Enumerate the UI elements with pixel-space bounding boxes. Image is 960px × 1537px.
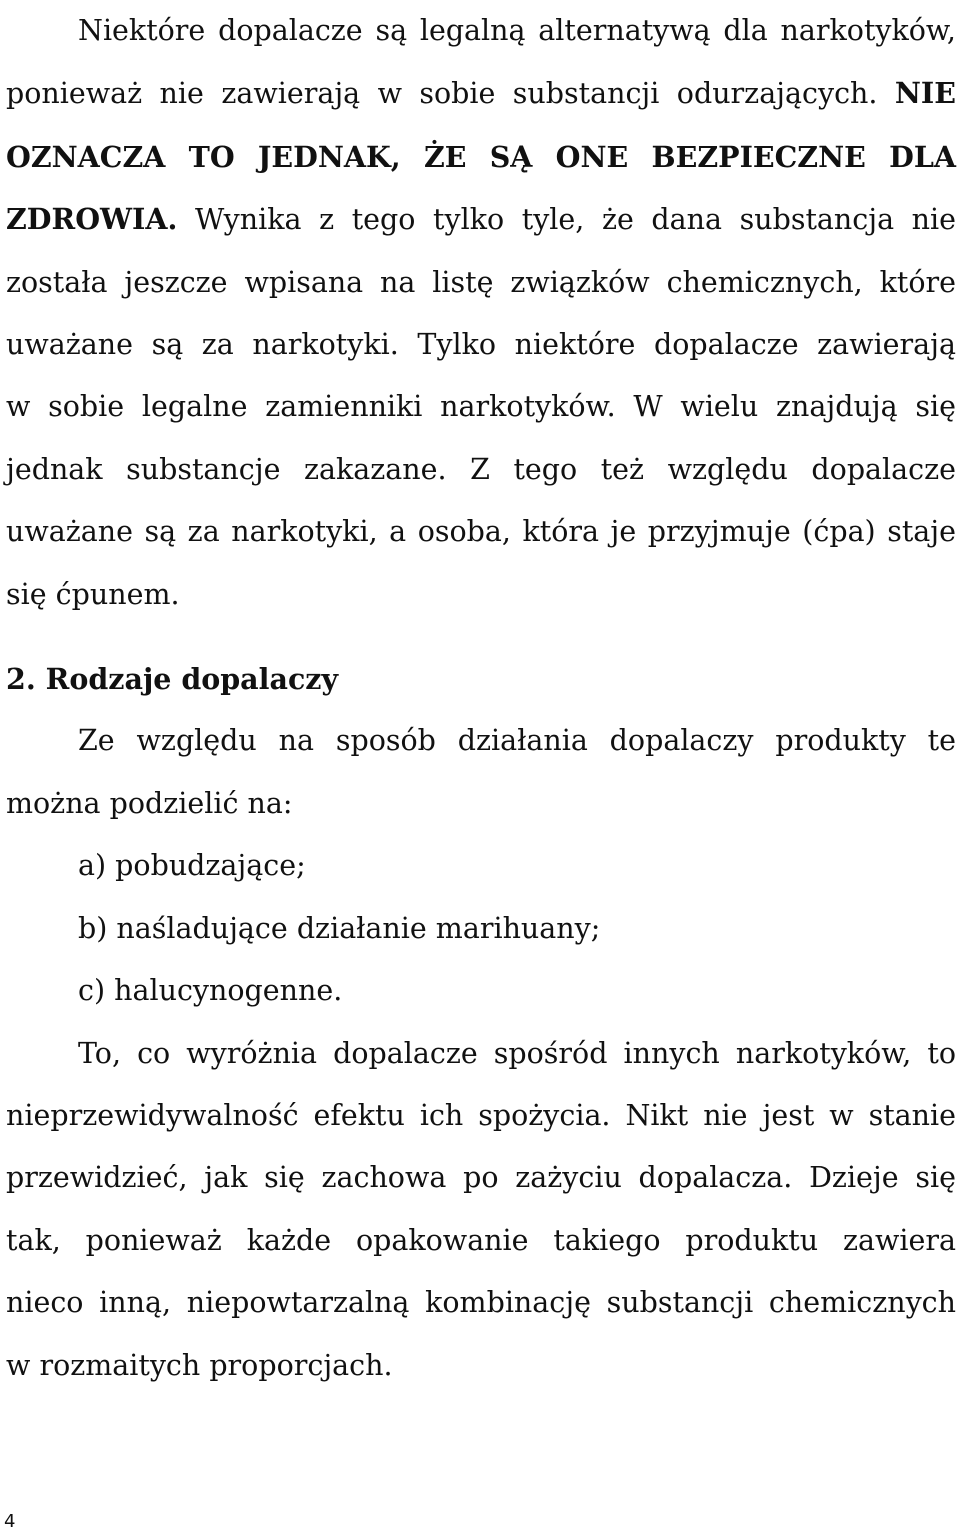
paragraph-line: nieco inną, niepowtarzalną kombinację substancji chemicznych: [6, 1286, 956, 1320]
paragraph-closing: [6, 1023, 956, 1397]
paragraph-intro: [6, 0, 956, 626]
paragraph-line: nieprzewidywalność efektu ich spożycia. Nikt nie jest w stanie: [6, 1098, 956, 1132]
emphasis-line: OZNACZA TO JEDNAK, ŻE SĄ ONE BEZPIECZNE DLA: [6, 139, 956, 174]
page-number: 4: [4, 1511, 16, 1532]
list-item: a) pobudzające;: [78, 849, 306, 883]
paragraph-line-text: ponieważ nie zawierają w sobie substancji odurzających.: [6, 77, 878, 111]
paragraph-line: uważane są za narkotyki. Tylko niektóre dopalacze zawierają: [6, 328, 956, 362]
list-item: b) naśladujące działanie marihuany;: [78, 911, 601, 945]
emphasis-text: ZDROWIA.: [6, 202, 178, 237]
paragraph-line: [6, 62, 956, 125]
paragraph-line: w rozmaitych proporcjach.: [6, 1348, 393, 1382]
paragraph-line-text: Wynika z tego tylko tyle, że dana substancja nie: [177, 203, 956, 237]
paragraph-line: przewidzieć, jak się zachowa po zażyciu dopalacza. Dzieje się: [6, 1161, 956, 1195]
paragraph-line: Ze względu na sposób działania dopalaczy produkty te: [78, 724, 956, 758]
list-item: c) halucynogenne.: [78, 974, 343, 1008]
paragraph-line: Niektóre dopalacze są legalną alternatywą dla narkotyków,: [78, 14, 956, 47]
paragraph-section-intro: [6, 710, 956, 835]
paragraph-line: tak, ponieważ każde opakowanie takiego produktu zawiera: [6, 1223, 956, 1257]
paragraph-line: się ćpunem.: [6, 577, 180, 611]
emphasis-text: NIE: [894, 76, 956, 111]
category-list: [6, 835, 956, 1022]
document-page: [6, 0, 956, 1397]
paragraph-line: można podzielić na:: [6, 786, 293, 820]
paragraph-line: [6, 188, 956, 251]
paragraph-line: jednak substancje zakazane. Z tego też względu dopalacze: [6, 452, 956, 486]
paragraph-line: uważane są za narkotyki, a osoba, która je przyjmuje (ćpa) staje: [6, 515, 956, 549]
paragraph-line: To, co wyróżnia dopalacze spośród innych narkotyków, to: [78, 1036, 956, 1070]
section-heading: 2. Rodzaje dopalaczy: [6, 662, 339, 697]
paragraph-line: w sobie legalne zamienniki narkotyków. W wielu znajdują się: [6, 390, 956, 424]
paragraph-line: została jeszcze wpisana na listę związków chemicznych, które: [6, 265, 956, 299]
